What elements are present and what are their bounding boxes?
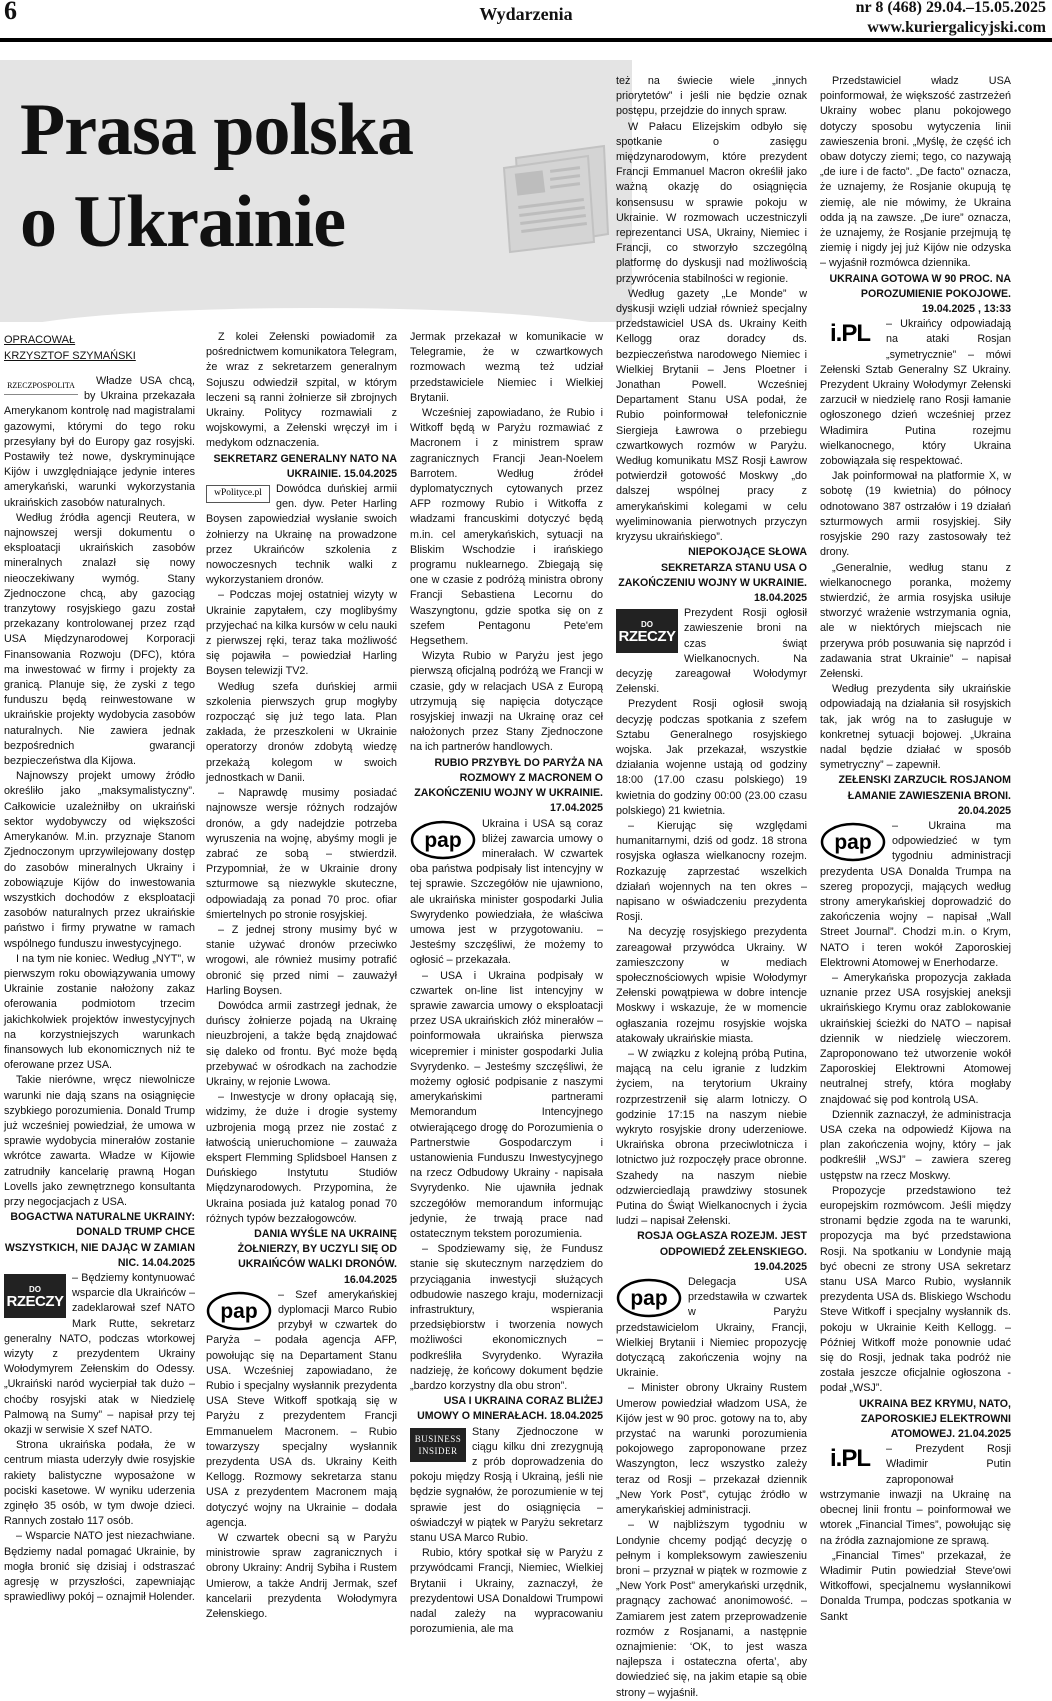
wpolityce-logo: wPolityce.pl (206, 485, 270, 503)
article-paragraph: – Podczas mojej ostatniej wizyty w Ukrainie zapytałem, czy moglibyśmy przyjechać na kilka kursów w celu nauki z pierwszej ręki, teraz taka możliwość się pojawiła – powiedział Harling Boysen telewizji TV2. (206, 589, 397, 678)
column-4 (616, 74, 807, 1699)
svg-text:pap: pap (834, 830, 872, 854)
title-line-2: o Ukrainie (20, 181, 346, 263)
business-insider-logo: BUSINESS INSIDER (410, 1428, 466, 1462)
article-paragraph: – Z jednej strony musimy być w stanie używać dronów przeciwko wrogowi, ale również musimy potrafić obronić się przed nimi – zauważył Harling Boysen. (206, 923, 397, 997)
article-paragraph: „Financial Times” przekazał, że Władimir Putin powiedział Steve'owi Witkoffowi, specjalnemu wysłannikowi Donalda Trumpa, podczas spotkania w Sankt (820, 1549, 1011, 1623)
article-paragraph: Na decyzję rosyjskiego prezydenta zareagował przywódca Ukrainy. W zamieszczony w mediach społecznościowych wpisie Wołodymyr Zełenski powątpiewa w dobre intencje Moskwy i wskazuje, że w momencie ogłaszania rozejmu rosyjskie wojska atakowały ukraińskie miasta. (616, 926, 807, 1045)
article-paragraph: – Wsparcie NATO jest niezachwiane. Będziemy nadal pomagać Ukrainie, by mogła bronić się dzisiaj i odstraszać agresję w przyszłości, zapewniając sprawiedliwy pokój – oznajmił Holender. (4, 1530, 195, 1604)
article-paragraph: też na świecie wiele „innych priorytetów” i jeśli nie będzie oznak postępu, przejdzie do innych spraw. (616, 75, 807, 118)
pap-logo (206, 1291, 272, 1331)
issue-number: nr 8 (468) 29.04.–15.05.2025 (855, 0, 1046, 16)
ipl-logo: i.PL (829, 1444, 870, 1472)
article-paragraph: Stany Zjednoczone w ciągu kilku dni zrezygnują z prób doprowadzenia do pokoju między Rosją i Ukrainą, jeśli nie będzie sygnałów, że porozumienie w tej sprawie jest do osiągnięcia – oświadczył w piątek w Paryżu sekretarz stanu USA Marco Rubio. (410, 1425, 603, 1545)
article-headline: UKRAINA BEZ KRYMU, NATO, ZAPOROSKIEJ ELEKTROWNI ATOMOWEJ. 21.04.2025 (859, 1397, 1011, 1441)
column-3 (410, 330, 603, 1636)
article-paragraph: – W związku z kolejną próbą Putina, mającą na celu igranie z ludzkim życiem, na terytorium Ukrainy rozprzestrzenił się alarm lotniczy. O godzinie 17:15 na naszym niebie wykryto rosyjskie drony uderzeniowe. Ukraińska obrona przeciwlotnicza i lotnictwo już rozpoczęły prace obronne. Szahedy na naszym niebie odzwierciedlają prawdziwy stosunek Putina do Świąt Wielkanocnych i życia ludzi – napisał Zełenski. (616, 1048, 807, 1228)
article-headline: RUBIO PRZYBYŁ DO PARYŻA NA ROZMOWY Z MACRONEM O ZAKOŃCZENIU WOJNY W UKRAINIE. 17.04.2025 (414, 756, 603, 815)
article-headline: DANIA WYŚLE NA UKRAINĘ ŻOŁNIERZY, BY UCZYLI SIĘ OD UKRAIŃCÓW WALKI DRONÓW. 16.04.2025 (237, 1227, 397, 1286)
article-headline: BOGACTWA NATURALNE UKRAINY: DONALD TRUMP CHCE WSZYSTKICH, NIE DAJĄC W ZAMIAN NIC. 14.04.2025 (4, 1211, 195, 1269)
article-paragraph: „Generalnie, według stanu z wielkanocnego poranka, możemy stwierdzić, że armia rosyjska usiłuje stworzyć wrażenie wstrzymania ognia, ale w niektórych miejscach nie przerywa prób posuwania się naprzód i zadawania strat Ukrainie” – napisał Zełenski. (820, 561, 1011, 680)
article-headline: NIEPOKOJĄCE SŁOWA SEKRETARZA STANU USA O ZAKOŃCZENIU WOJNY W UKRAINIE. 18.04.2025 (618, 546, 807, 604)
article-paragraph: Rubio, który spotkał się w Paryżu z przywódcami Francji, Niemiec, Wielkiej Brytanii i Ukrainy, zaznaczył, że prezydentowi USA Donaldowi Trumpowi nadal zależy na wypracowaniu porozumienia, ale ma (410, 1547, 603, 1636)
article-paragraph: Jermak przekazał w komunikacie w Telegramie, że w czwartkowych rozmowach wezmą też udział przedstawiciele Niemiec i Wielkiej Brytanii. (410, 331, 603, 404)
article-paragraph: Według gazety „Le Monde” w dyskusji wzięli udział również specjalny przedstawiciel USA ds. Ukrainy Keith Kellogg oraz doradcy ds. bezpieczeństwa narodowego Niemiec i Wielkiej Brytanii – Jens Ploetner i Jonathan Powell. Wcześniej Departament Stanu USA podał, że Rubio poinformował telefonicznie Siergieja Ławrowa o przebiegu czwartkowych rozmów w Paryżu. Według komunikatu MSZ Rosji Ławrow potwierdził gotowość Moskwy „do dalszej wspólnej pracy z amerykańskimi kolegami w celu wyeliminowania pierwotnych przyczyn kryzysu ukraińskiego”. (616, 287, 807, 544)
article-paragraph: I na tym nie koniec. Według „NYT”, w pierwszym roku obowiązywania umowy Ukrainie zostanie nałożony zakaz oferowania podmiotom trzecim jakichkolwiek projektów inwestycyjnych na korzystniejszych warunkach finansowych lub ekonomicznych niż te oferowane przez USA. (4, 952, 195, 1072)
article-paragraph: – Spodziewamy się, że Fundusz stanie się skutecznym narzędziem do przyciągania inwestycji służących odbudowie naszego kraju, modernizacji infrastruktury, wspierania przedsiębiorstw i tworzenia nowych możliwości ekonomicznych – podkreśliła Svyrydenko. Wyraziła nadzieję, że końcowy dokument będzie „bardzo korzystny dla obu stron”. (410, 1243, 603, 1393)
title-line-1: Prasa polska (20, 89, 414, 171)
article-paragraph: Prezydent Rosji ogłosił swoją decyzję podczas spotkania z szefem Sztabu Generalnego rosyjskiego wojska. Jak przekazał, wszystkie działania wojenne ustają od godziny 18:00 (17.00 czasu polskiego) 19 kwietnia do godziny 00:00 (23.00 czasu polskiego) 21 kwietnia. (616, 698, 807, 817)
pap-logo (410, 820, 476, 860)
page-title (20, 84, 413, 268)
article-paragraph: – USA i Ukraina podpisały w czwartek on-line list intencyjny w sprawie zawarcia umowy o eksploatacji przez USA ukraińskich złóż minerałów – poinformowała ukraińska pierwsza wicepremier i minister gospodarki Julia Svyrydenko. – Jesteśmy szczęśliwi, że możemy ogłosić podpisanie z naszymi amerykańskimi partnerami Memorandum Intencyjnego otwierającego drogę do Porozumienia o Partnerstwie Gospodarczym i ustanowienia Funduszu Inwestycyjnego na rzecz Odbudowy Ukrainy - napisała Svyrydenko. Nie ujawniła jednak szczegółów memorandum informując jedynie, że trwają prace nad ostatecznym tekstem porozumienia. (410, 969, 603, 1240)
section-title: Wydarzenia (479, 4, 573, 24)
article-paragraph: Dowódca armii zastrzegł jednak, że duńscy żołnierze pojadą na Ukrainę nieuzbrojeni, a także będą znajdować się daleko od frontu. Być może będą przebywać w ośrodkach na zachodzie Ukrainy, w rejonie Lwowa. (206, 999, 397, 1088)
byline: OPRACOWAŁ KRZYSZTOF SZYMAŃSKI (4, 334, 136, 362)
article-paragraph: Wizyta Rubio w Paryżu jest jego pierwszą oficjalną podróżą we Francji w czasie, gdy w relacjach USA z Europą utrzymują się napięcia dotyczące rosyjskiej inwazji na Ukrainę oraz ceł nałożonych przez Stany Zjednoczone na ich partnerów handlowych. (410, 650, 603, 754)
page-header (0, 0, 1052, 42)
page-number: 6 (4, 0, 17, 25)
article-paragraph: Przedstawiciel władz USA poinformował, że większość zastrzeżeń Ukrainy wobec planu pokojowego dotyczy sposobu wytyczenia linii zawieszenia broni. „Myślę, że część ich obaw dotyczy ziemi; tego, co nazywają „de iure i de facto”. „De facto” oznacza, że uznajemy, że Rosjanie okupują tę ziemię, ale nie mówimy, że Ukraina odda ją na zawsze. „De iure” oznacza, że uznajemy, że Rosjanie przejmują tę ziemię i nigdy jej już Kijów nie odzyska – wyjaśnił rozmówca dziennika. (820, 75, 1011, 270)
article-paragraph: Według prezydenta siły ukraińskie odpowiadają na działania sił rosyjskich tak, jak wróg na to zasługuje w konkretnej sytuacji bojowej. „Ukraina nadal będzie działać w sposób symetryczny” – zapewnił. (820, 683, 1011, 772)
article-paragraph: – Minister obrony Ukrainy Rustem Umerow powiedział władzom USA, że Kijów jest w 90 proc. gotowy na to, aby przystać na warunki porozumienia pokojowego zaproponowane przez Waszyngton, lecz wszystko zależy teraz od Rosji – przekazał dziennik „New York Post”, cytując źródło w amerykańskiej administracji. (616, 1382, 807, 1517)
svg-text:pap: pap (424, 828, 462, 852)
article-paragraph: W Pałacu Elizejskim odbyło się spotkanie o zasięgu międzynarodowym, które prezydent Francji Emmanuel Macron określił jako ważną okazję do osiągnięcia konsensusu w sprawie pokoju w Ukrainie. W rozmowach uczestniczyli reprezentanci USA, Ukrainy, Niemiec i Francji, co stworzyło szczególną platformę do dyskusji nad możliwością przywrócenia stabilności w regionie. (616, 120, 807, 285)
article-headline: ROSJA OGŁASZA ROZEJM. JEST ODPOWIEDŹ ZEŁENSKIEGO. 19.04.2025 (637, 1230, 807, 1273)
article-paragraph: Dowódca duńskiej armii gen. dyw. Peter Harling Boysen zapowiedział wysłanie swoich żołnierzy na Ukrainę na prowadzone przez Ukraińców szkolenia z nowoczesnych technik walki z wykorzystaniem dronów. (206, 483, 397, 587)
article-paragraph: Najnowszy projekt umowy źródło określiło jako „maksymalistyczny”. Całkowicie uzależniłby on ukraiński sektor wydobywczy od większości Amerykanów. M.in. przyznaje Stanom Zjednoczonym uprzywilejowany dostęp do zasobów mineralnych Ukrainy i zobowiązuje Kijów do inwestowania wszystkich dochodów z eksploatacji zasobów naturalnych przez ukraińskie państwo i firmy prywatne w ramach wspólnego funduszu inwestycyjnego. (4, 770, 195, 950)
article-paragraph: – Inwestycje w drony opłacają się, widzimy, że duże i drogie systemy uzbrojenia mogą przez nie zostać z łatwością unieruchomione – zauważa ekspert Flemming Splidsboel Hansen z Duńskiego Instytutu Studiów Międzynarodowych. Przypomina, że Ukraina posiada już katalog ponad 70 różnych typów bezzałogowców. (206, 1091, 397, 1225)
article-paragraph: Według szefa duńskiej armii szkolenia pierwszych grup mogłyby rozpocząć się już tego lata. Plan zakłada, że przeszkoleni w Ukrainie operatorzy dronów zdobytą wiedzę przekażą kolegom w swoich jednostkach w Danii. (206, 680, 397, 784)
newspaper-icon (476, 138, 614, 256)
article-paragraph: – Amerykańska propozycja zakłada uznanie przez USA rosyjskiej aneksji ukraińskiego Krymu oraz zablokowanie ukraińskiej ścieżki do NATO – napisał dziennik w niedzielę wieczorem. Zaproponowano też utworzenie wokół Zaporoskiej Elektrowni Atomowej neutralnej strefy, która mogłaby znajdować się pod kontrolą USA. (820, 971, 1011, 1106)
article-paragraph: Delegacja USA przedstawiła w czwartek w Paryżu przedstawicielom Ukrainy, Francji, Wielkiej Brytanii i Niemiec propozycję dotyczącą zakończenia wojny na Ukrainie. (616, 1276, 807, 1380)
website-url[interactable]: www.kuriergalicyjski.com (867, 19, 1046, 36)
article-paragraph: W czwartek obecni są w Paryżu ministrowie spraw zagranicznych i obrony Ukrainy: Andrij Sybiha i Rustem Umierow, a także Andrij Jermak, szef kancelarii prezydenta Wołodymyra Zełenskiego. (206, 1532, 397, 1621)
article-headline: ZEŁENSKI ZARZUCIŁ ROSJANOM ŁAMANIE ZAWIESZENIA BRONI. 20.04.2025 (838, 774, 1011, 817)
article-paragraph: Z kolei Zełenski powiadomił za pośrednictwem komunikatora Telegram, że wraz z sekretarzem generalnym Sojuszu odwiedził szpital, w którym leczeni są ranni żołnierze sił zbrojnych Ukrainy. Politycy rozmawiali z wojskowymi, a Zełenski wręczył im i medykom odznaczenia. (206, 331, 397, 450)
column-1 (4, 330, 195, 1628)
pap-logo (820, 822, 886, 862)
article-headline: USA I UKRAINA CORAZ BLIŻEJ UMOWY O MINERAŁACH. 18.04.2025 (417, 1395, 603, 1423)
svg-text:pap: pap (220, 1299, 258, 1323)
article-paragraph: – Szef amerykańskiej dyplomacji Marco Rubio przybył w czwartek do Paryża – podała agencja AFP, powołując się na Departament Stanu USA. Wcześniej zapowiadano, że Rubio i specjalny wysłannik prezydenta USA Steve Witkoff spotkają się w Paryżu z prezydentem Francji Emmanuelem Macronem. – Rubio towarzyszy specjalny wysłannik prezydenta USA ds. Ukrainy Keith Kellogg. Rozmowy sekretarza stanu USA z prezydentem Macronem mają dotyczyć wojny na Ukrainie – dodała agencja. (206, 1288, 397, 1529)
issue-info (856, 0, 1046, 38)
article-paragraph: – Naprawdę musimy posiadać najnowsze wersje różnych rodzajów dronów, a gdy nadejdzie potrzeba wyruszenia na wojnę, abyśmy mogli je zabrać ze sobą – stwierdził. Przypomniał, że w Ukrainie drony szturmowe są niezwykle skuteczne, odpowiadają za ponad 70 proc. ofiar śmiertelnych po stronie rosyjskiej. (206, 787, 397, 921)
do-rzeczy-logo: DO RZECZY (4, 1274, 66, 1318)
article-paragraph: Jak poinformował na platformie X, w sobotę (19 kwietnia) do północy odnotowano 387 ostrzałów i 19 działań szturmowych armii rosyjskiej. Siły rosyjskie 290 razy zastosowały też drony. (820, 470, 1011, 559)
article-paragraph: Dziennik zaznaczył, że administracja USA czeka na odpowiedź Kijowa na plan zakończenia wojny, który – jak podkreślił „WSJ” – zawiera szereg ustępstw na rzecz Moskwy. (820, 1108, 1011, 1182)
rzeczpospolita-logo: RZECZPOSPOLITA (4, 377, 78, 395)
article-paragraph: Według źródła agencji Reutera, w najnowszej wersji dokumentu o eksploatacji ukraińskich zasobów mineralnych znalazł się nowy nieoczekiwany wymóg. Stany Zjednoczone chcą, aby gazociąg tranzytowy rosyjskiego gazu został przekazany kontrolowanej przez rząd USA Międzynarodowej Korporacji Finansowania Rozwoju (DFC), która ma inwestować w firmy i projekty za granicą. Planuje się, że zyski z tego funduszu będą reinwestowane w ukraińskie projekty wydobycia zasobów naturalnych. Nie zawiera jednak bezpośrednich gwarancji bezpieczeństwa dla Kijowa. (4, 511, 195, 768)
article-paragraph: – W najbliższym tygodniu w Londynie chcemy podjąć decyzję o pełnym i kompleksowym zawieszeniu broni – przyznał w piątek w rozmowie z „New York Post” amerykański urzędnik, pragnący zachować anonimowość. – Zamiarem jest zatem przeprowadzenie rozmów z Rosjanami, a następnie oznajmienie: ‘OK, to jest wasza najlepsza i ostateczna oferta’, aby dowiedzieć się, na jakim etapie są obie strony – wyjaśnił. (616, 1519, 807, 1699)
article-paragraph: – Kierując się względami humanitarnymi, dziś od godz. 18 strona rosyjska ogłasza wielkanocny rozejm. Rozkazuję zaprzestać wszelkich działań wojennych na ten okres – napisano w oświadczeniu prezydenta Rosji. (616, 819, 807, 924)
article-paragraph: Wcześniej zapowiadano, że Rubio i Witkoff będą w Paryżu rozmawiać z Macronem i z ministrem spraw zagranicznych Francji Jean-Noelem Barrotem. Według źródeł dyplomatycznych cytowanych przez AFP rozmowy Rubio i Witkoffa z władzami francuskimi dotyczyć będą m.in. cel amerykańskich, sytuacji na Bliskim Wschodzie i irańskiego programu nuklearnego. Zbiegają się one w czasie z podróżą ministra obrony Francji Sebastiena Lecornu do Waszyngtonu, gdzie spotka się on z szefem Pentagonu Pete'em Hegsethem. (410, 407, 603, 648)
column-2 (206, 330, 397, 1628)
article-paragraph: – Ukraina ma odpowiedzieć w tym tygodniu administracji prezydenta USA Donalda Trumpa na szereg propozycji, mających według strony amerykańskiej doprowadzić do zakończenia wojny – napisał „Wall Street Journal”. Chodzi m.in. o Krym, NATO i teren wokół Zaporoskiej Elektrowni Atomowej w Enerhodarze. (820, 819, 1011, 969)
article-headline: SEKRETARZ GENERALNY NATO NA UKRAINIE. 15.04.2025 (213, 452, 397, 480)
article-paragraph: Takie nierówne, wręcz niewolnicze warunki nie dają szans na osiągnięcie szybkiego porozumienia. Donald Trump już wcześniej powiedział, że umowa w sprawie wydobycia minerałów zostanie wkrótce zawarta. Władze w Kijowie zatrudniły kancelarię prawną Hogan Lovells jako zewnętrznego konsultanta przy negocjacjach z USA. (4, 1074, 195, 1208)
article-paragraph: – Ukraińcy odpowiadają na ataki Rosjan „symetrycznie” – mówi Zełenski Sztab Generalny SZ Ukrainy. Prezydent Ukrainy Wołodymyr Zełenski zarzucił w niedzielę rano Rosji łamanie ogłoszonego dzień wcześniej przez Władimira Putina rozejmu wielkanocnego, który Ukraina zobowiązała się respektować. (820, 318, 1011, 468)
svg-text:pap: pap (630, 1287, 668, 1311)
article-paragraph: Prezydent Rosji ogłosił zawieszenie broni na czas świąt Wielkanocnych. Na decyzję zareagował Wołodymyr Zełenski. (616, 607, 807, 696)
article-paragraph: Propozycje przedstawiono też europejskim rozmówcom. Jeśli między stronami będzie zgoda na te warunki, propozycja ma być przedstawiona Rosji. Na spotkaniu w Londynie mają być obecni ze strony USA sekretarz stanu USA Marco Rubio, wysłannik prezydenta USA ds. Bliskiego Wschodu Steve Witkoff i specjalny wysłannik ds. pokoju w Ukrainie Keith Kellogg. – Później Witkoff może ponownie udać się do Rosji, jednak taka podróż nie została jeszcze oficjalnie ogłoszona - podał „WSJ”. (820, 1184, 1011, 1395)
pap-logo (616, 1278, 682, 1318)
article-paragraph: – Prezydent Rosji Władimir Putin zaproponował wstrzymanie inwazji na Ukrainę na obecnej linii frontu – poinformował we wtorek „Financial Times”, powołując się na źródła zaznajomione ze sprawą. (820, 1443, 1011, 1547)
article-headline: UKRAINA GOTOWA W 90 PROC. NA POROZUMIENIE POKOJOWE. 19.04.2025 , 13:33 (829, 272, 1011, 316)
ipl-logo: i.PL (829, 319, 870, 347)
article-paragraph: Ukraina i USA są coraz bliżej zawarcia umowy o minerałach. W czwartek oba państwa podpisały list intencyjny w tej sprawie. Szczegółów nie ujawniono, ale ukraińska minister gospodarki Julia Swyrydenko powiedziała, że właściwa umowa jest w przygotowaniu. – Jesteśmy szczęśliwi, że możemy to ogłosić – przekazała. (410, 817, 603, 967)
article-paragraph: Strona ukraińska podała, że w centrum miasta uderzyły dwie rosyjskie rakiety balistyczne wyposażone w pociski kasetowe. W wyniku uderzenia zginęło 35 osób, w tym dwoje dzieci. Rannych zostało 117 osób. (4, 1439, 195, 1528)
do-rzeczy-logo: DO RZECZY (616, 609, 678, 653)
column-5 (820, 74, 1011, 1629)
article-paragraph: – Będziemy kontynuować wsparcie dla Ukraińców – zadeklarował szef NATO Mark Rutte, sekretarz generalny NATO, podczas wtorkowej wizyty z prezydentem Ukrainy Wołodymyrem Zełenskim do Odessy. „Ukraiński naród wycierpiał tak dużo – choćby rosyjski atak w Niedzielę Palmową na Sumy” – napisał przy tej okazji w serwisie X szef NATO. (4, 1271, 195, 1437)
article-paragraph: Władze USA chcą, by Ukraina przekazała Amerykanom kontrolę nad magistralami gazowymi, którymi do tego roku przesyłany był do Europy gaz rosyjski. Postawiły też nowe, dyskryminujące Kijów i uwzględniające jedynie interes amerykański, warunki wykorzystania ukraińskich zasobów naturalnych. (4, 375, 195, 509)
